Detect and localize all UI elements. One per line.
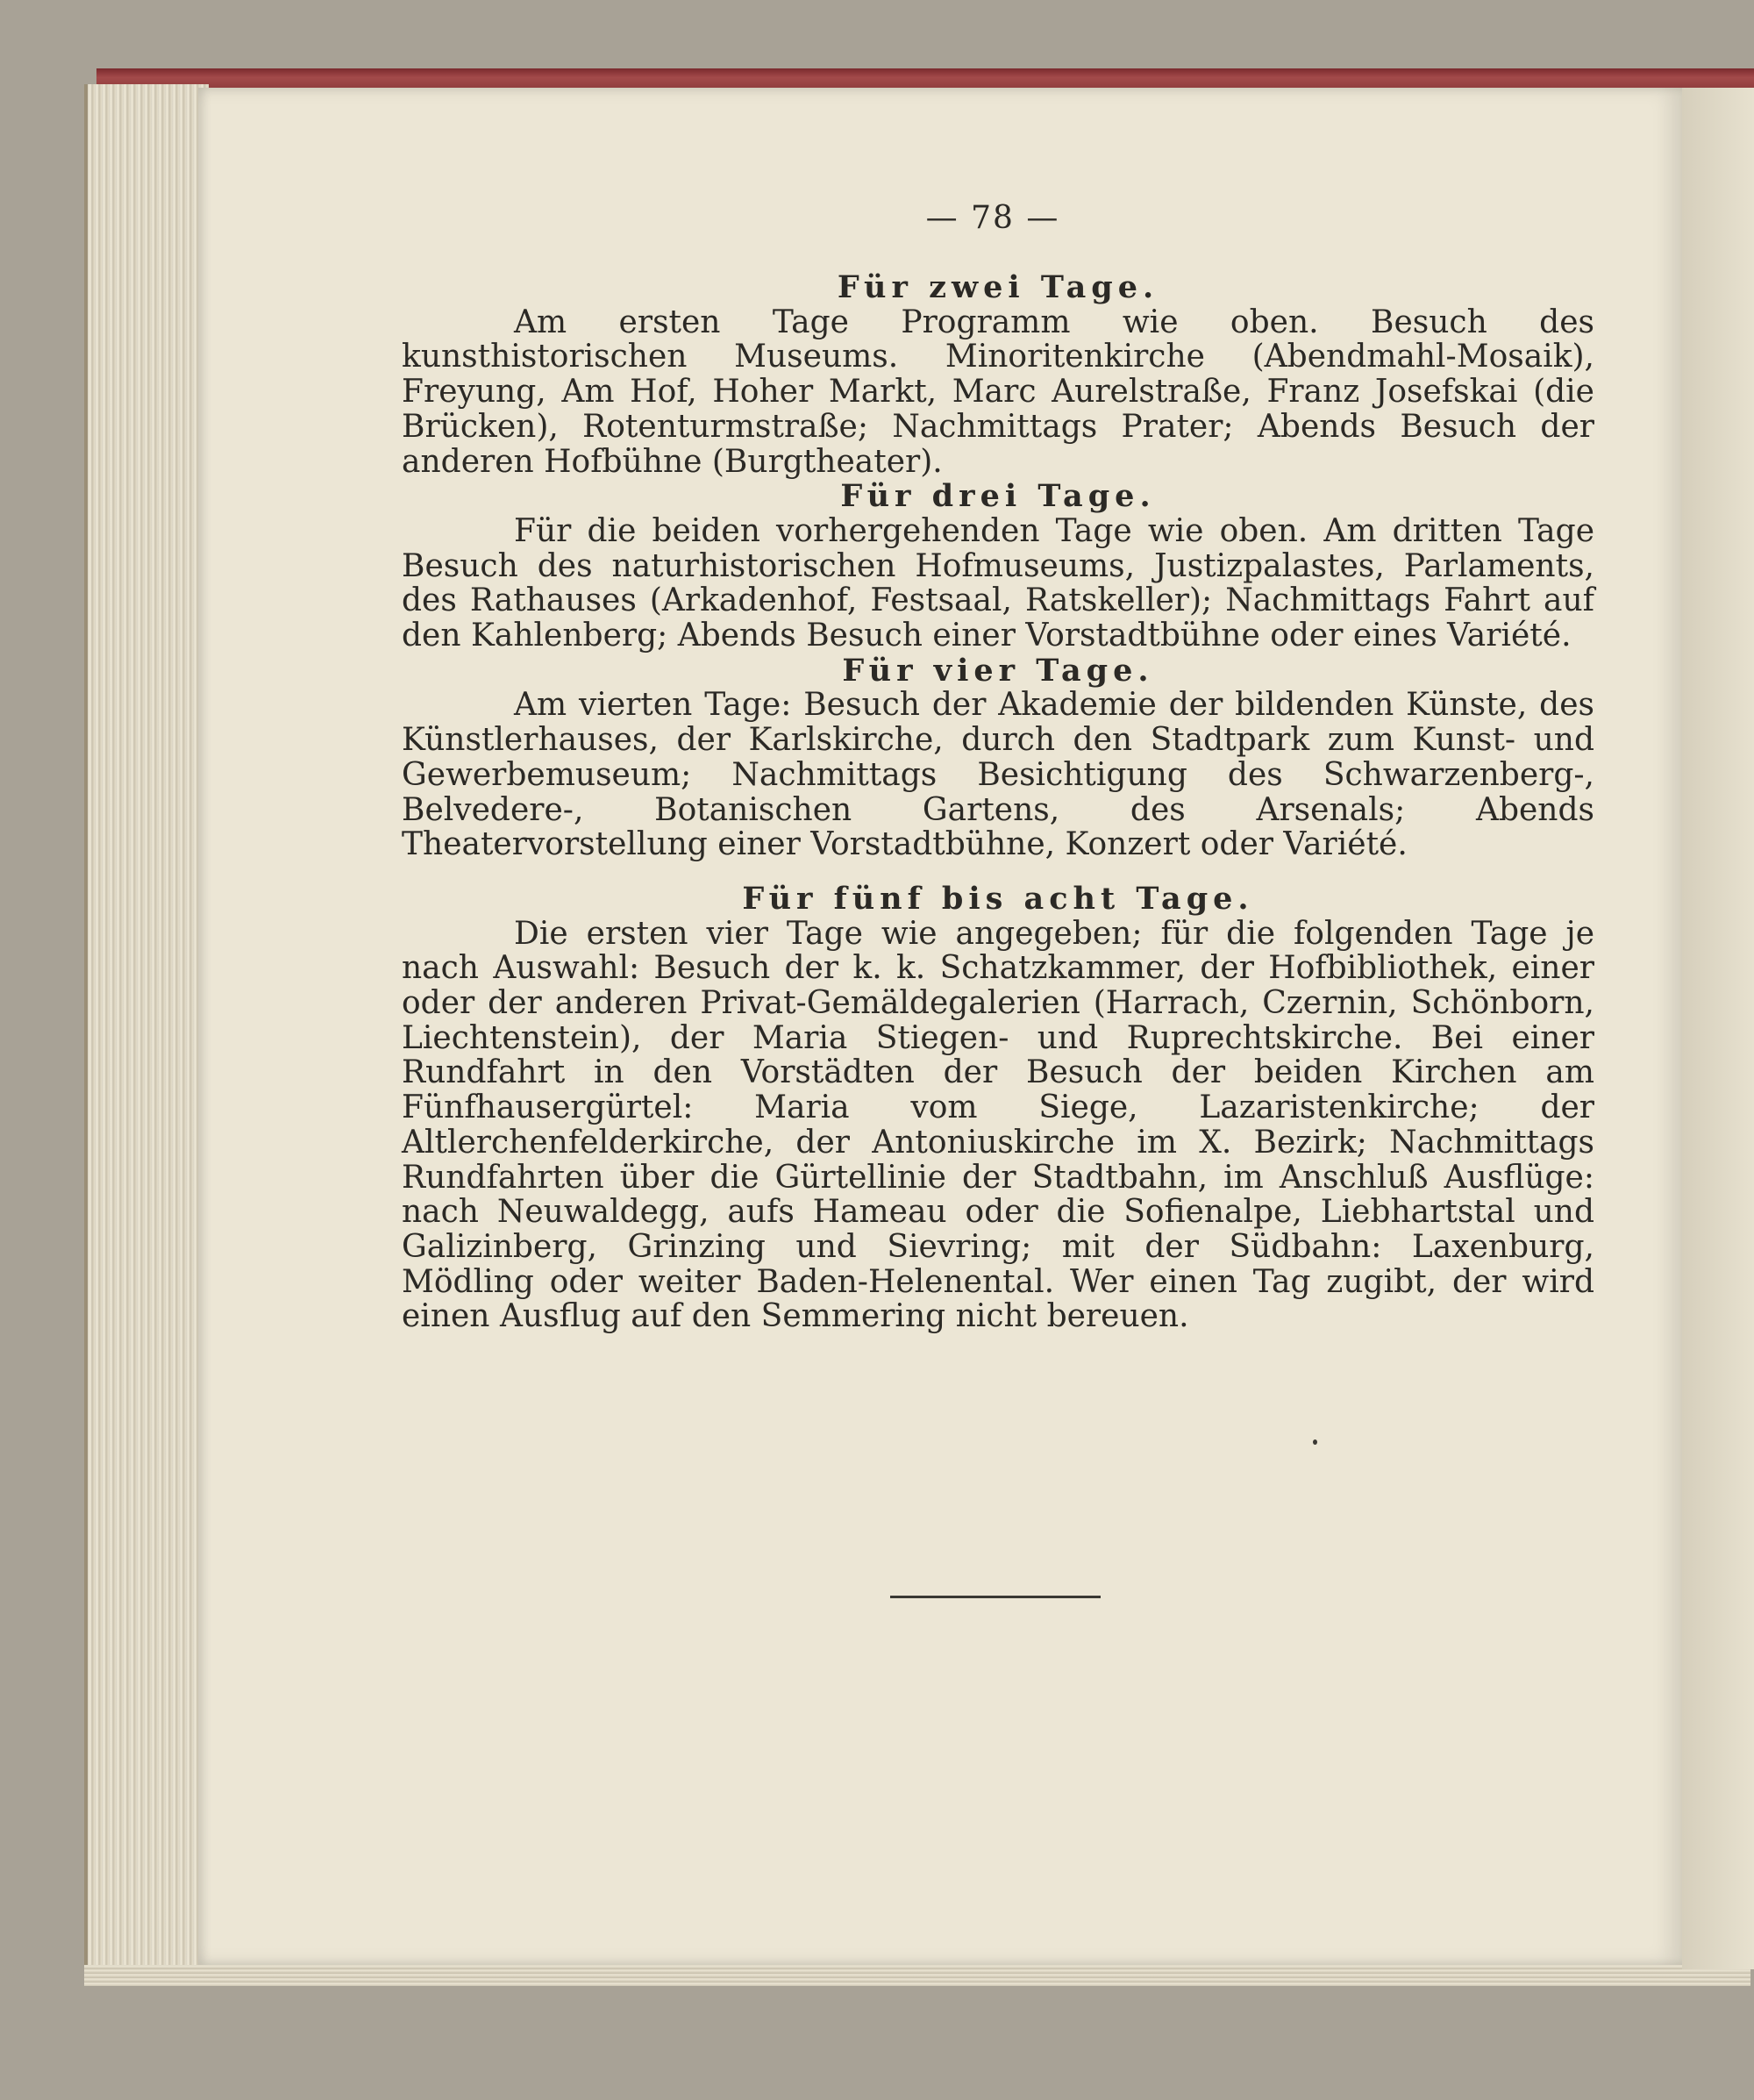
page-text [402, 270, 1594, 1334]
ink-speck [1313, 1439, 1317, 1445]
section-body-two-days: Am ersten Tage Programm wie oben. Besuch des kunsthistorischen Museums. Minoritenkirche (Abendmahl-Mosaik), Freyung, Am Hof, Hoher Markt, Marc Aurelstraße, Franz Josefskai (die Brücken), Rotenturmstraße; Nachmittags Prater; Abends Besuch der anderen Hofbühne (Burgtheater). [402, 304, 1594, 480]
page-stack-edge [84, 84, 209, 1970]
section-heading-two-days: Für zwei Tage. [837, 269, 1159, 305]
end-rule [890, 1596, 1101, 1598]
section-heading-five-to-eight-days: Für fünf bis acht Tage. [742, 880, 1254, 917]
facing-page-edge [1682, 88, 1754, 1969]
section-body-five-to-eight-days: Die ersten vier Tage wie angegeben; für die folgenden Tage je nach Auswahl: Besuch der k. k. Schatzkammer, der Hofbibliothek, einer oder der anderen Privat-Gemäldegalerien (Harrach, Czernin, Schönborn, Liechtenstein), der Maria Stiegen- und Ruprechtskirche. Bei einer Rundfahrt in den Vorstädten der Besuch der beiden Kirchen am Fünfhausergürtel: Maria vom Siege, Lazaristenkirche; der Altlerchenfelderkirche, der Antoniuskirche im X. Bezirk; Nachmittags Rundfahrten über die Gürtellinie der Stadtbahn, im Anschluß Ausflüge: nach Neuwaldegg, aufs Hameau oder die Sofienalpe, Liebhartstal und Galizinberg, Grinzing und Sievring; mit der Südbahn: Laxenburg, Mödling oder weiter Baden-Helenental. Wer einen Tag zugibt, der wird einen Ausflug auf den Semmering nicht bereuen. [402, 915, 1594, 1335]
section-body-four-days: Am vierten Tage: Besuch der Akademie der bildenden Künste, des Künstlerhauses, der Karlskirche, durch den Stadtpark zum Kunst- und Gewerbemuseum; Nachmittags Besichtigung des Schwarzenberg-, Belvedere-, Botanischen Gartens, des Arsenals; Abends Theatervorstellung einer Vorstadtbühne, Konzert oder Variété. [402, 687, 1594, 863]
section-heading-four-days: Für vier Tage. [842, 652, 1154, 689]
section-body-three-days: Für die beiden vorhergehenden Tage wie oben. Am dritten Tage Besuch des naturhistorischen Hofmuseums, Justizpalastes, Parlaments, des Rathauses (Arkadenhof, Festsaal, Ratskeller); Nachmittags Fahrt auf den Kahlenberg; Abends Besuch einer Vorstadtbühne oder eines Variété. [402, 512, 1594, 654]
page-number: — 78 — [925, 200, 1060, 236]
section-heading-three-days: Für drei Tage. [840, 478, 1156, 515]
page-stack-bottom-edge [84, 1965, 1750, 1986]
